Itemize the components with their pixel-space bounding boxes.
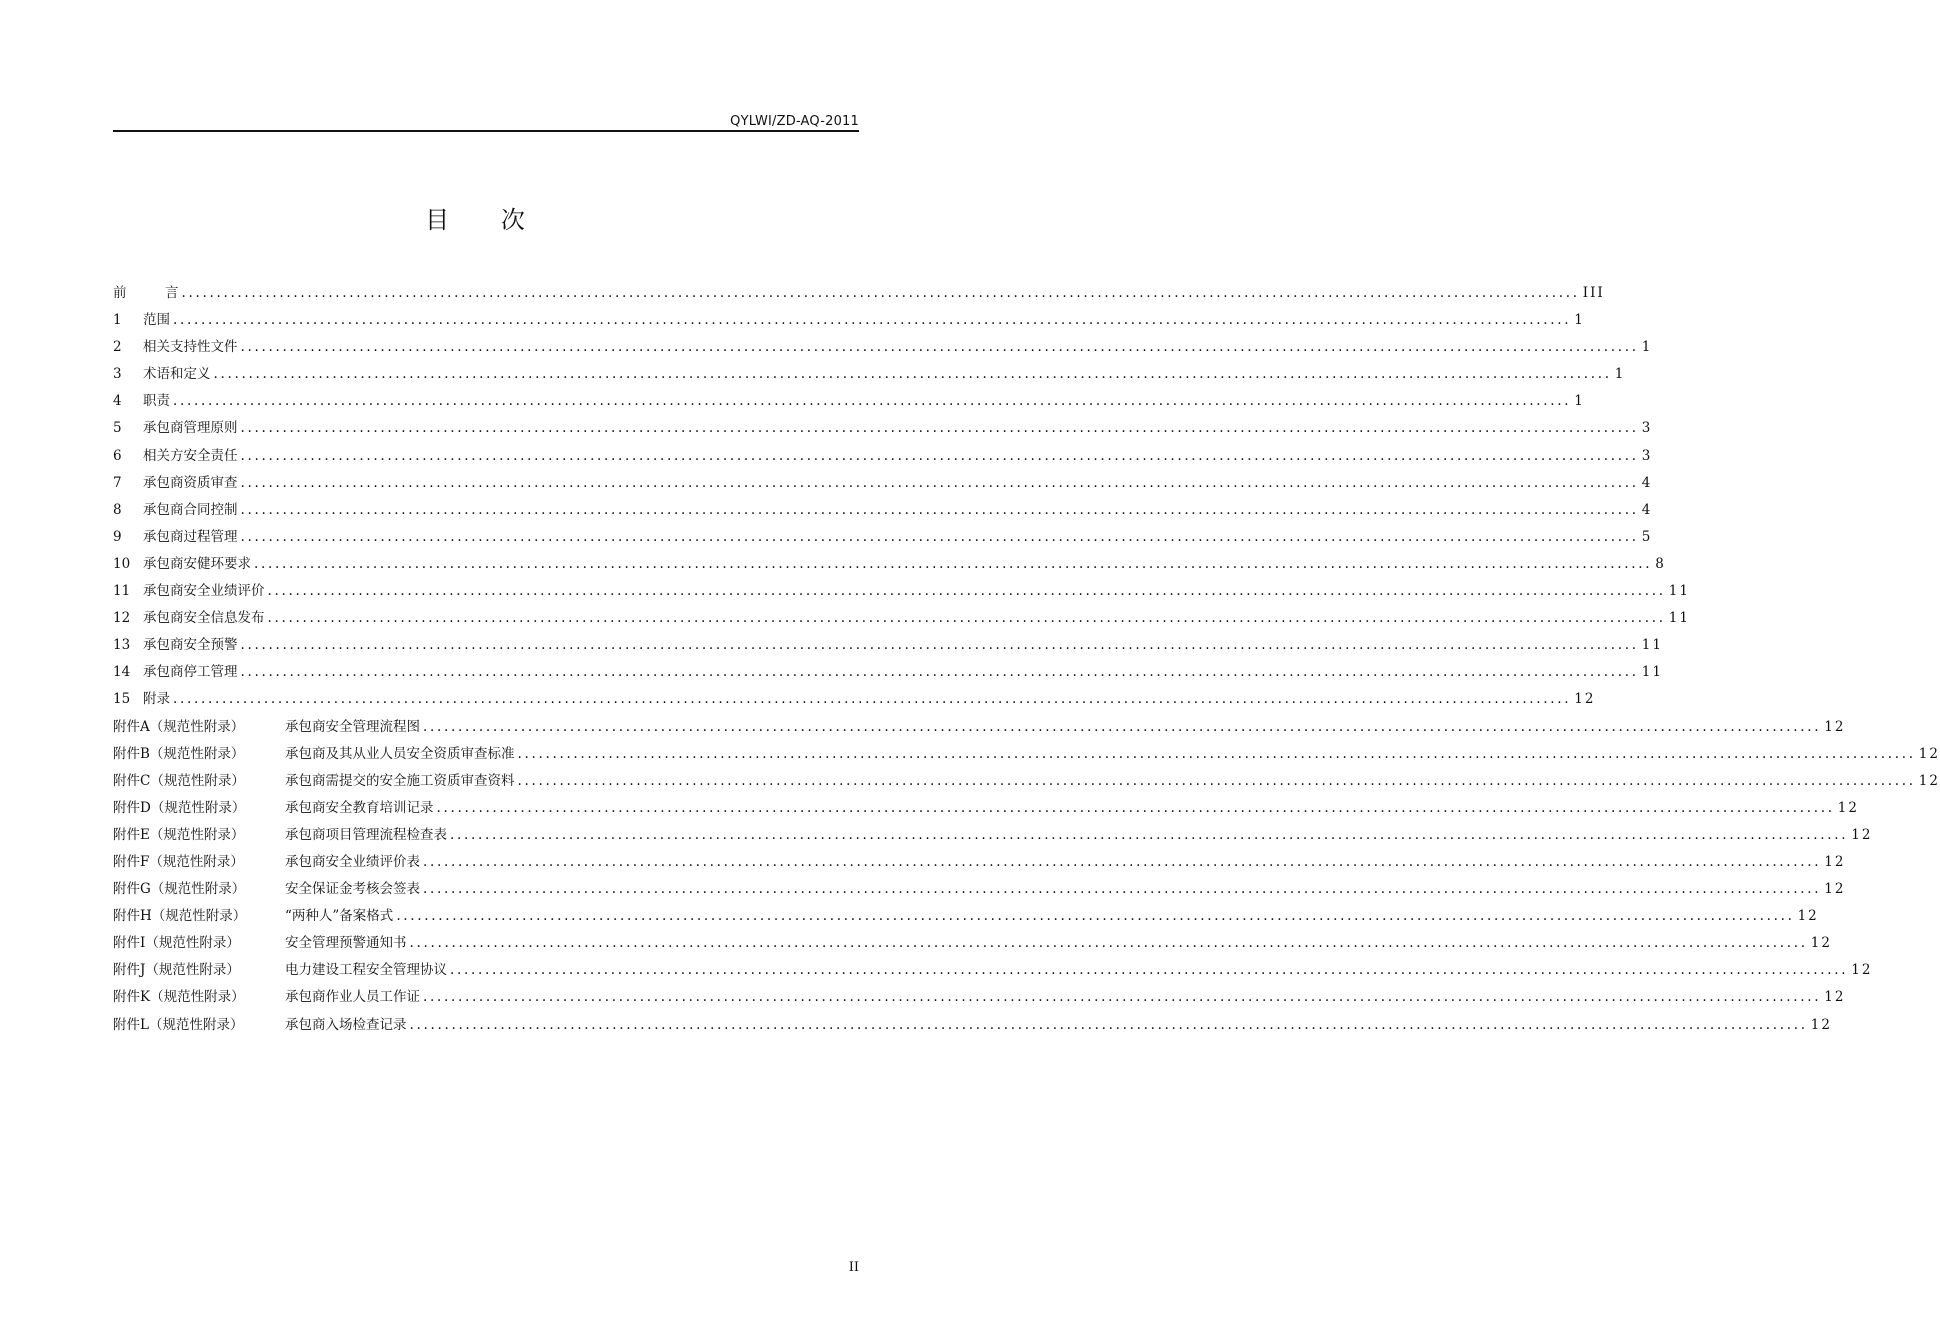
toc-dot-leader: ........................................................................................................................................................................................................	[240, 528, 1639, 545]
toc-entry-title: 承包商需提交的安全施工资质审查资料	[285, 772, 515, 789]
toc-entry-title: 承包商入场检查记录	[285, 1016, 407, 1033]
toc-entry-page: 12	[1824, 853, 1846, 870]
toc-dot-leader: ........................................................................................................................................................................................................	[213, 366, 1612, 383]
toc-entry-page: 1	[1574, 312, 1585, 329]
toc-dot-leader: ........................................................................................................................................................................................................	[450, 826, 1849, 843]
toc-entry-page: 12	[1797, 908, 1819, 925]
toc-annex-entry[interactable]	[113, 960, 1873, 987]
toc-entry[interactable]	[113, 364, 1626, 391]
toc-entry-number: 前	[113, 285, 127, 301]
toc-entry[interactable]	[113, 635, 1663, 662]
toc-entry-number: 12	[113, 610, 131, 627]
toc-annex-entry[interactable]	[113, 852, 1846, 879]
toc-dot-leader: ........................................................................................................................................................................................................	[423, 853, 1822, 870]
toc-entry-page: 12	[1918, 745, 1940, 762]
toc-dot-leader: ........................................................................................................................................................................................................	[173, 691, 1572, 708]
toc-entry-title: 承包商安健环要求	[143, 555, 251, 572]
toc-entry-title: 承包商及其从业人员安全资质审查标准	[285, 745, 515, 762]
toc-entry-number: 9	[113, 528, 122, 545]
toc-dot-leader: ........................................................................................................................................................................................................	[517, 772, 1916, 789]
toc-entry-title: 承包商安全业绩评价	[143, 583, 265, 600]
toc-entry-page: 1	[1641, 339, 1653, 356]
toc-dot-leader: ........................................................................................................................................................................................................	[267, 583, 1666, 600]
toc-title-char-1: 目	[425, 206, 450, 234]
toc-dot-leader: ........................................................................................................................................................................................................	[173, 393, 1572, 410]
toc-annex-entry[interactable]	[113, 744, 1940, 771]
toc-annex-entry[interactable]	[113, 879, 1846, 906]
toc-entry-title: 术语和定义	[143, 366, 211, 383]
toc-annex-entry[interactable]	[113, 825, 1873, 852]
toc-entry-number: 附件L（规范性附录）	[113, 1016, 244, 1033]
toc-dot-leader: ........................................................................................................................................................................................................	[173, 312, 1572, 329]
toc-entry[interactable]	[113, 473, 1653, 500]
toc-entry-title: 职责	[143, 393, 170, 410]
toc-entry-number: 附件H（规范性附录）	[113, 908, 247, 925]
toc-entry-title: 电力建设工程安全管理协议	[285, 962, 447, 979]
page-number: II	[848, 1260, 859, 1275]
toc-entry-page: 11	[1641, 664, 1663, 681]
toc-entry-number: 10	[113, 555, 131, 572]
toc-entry-title: 相关支持性文件	[143, 339, 238, 356]
toc-entry[interactable]	[113, 662, 1663, 689]
toc-entry-page: 3	[1641, 447, 1653, 464]
toc-dot-leader: ........................................................................................................................................................................................................	[240, 664, 1639, 681]
toc-entry-page: 12	[1574, 691, 1596, 708]
toc-entry-number: 11	[113, 583, 131, 600]
toc-entry-title: 承包商安全教育培训记录	[285, 799, 434, 816]
toc-entry-title: 安全保证金考核会签表	[285, 881, 420, 898]
toc-entry[interactable]	[113, 581, 1690, 608]
toc-dot-leader: ........................................................................................................................................................................................................	[240, 637, 1639, 654]
toc-entry-title: 承包商安全信息发布	[143, 610, 265, 627]
toc-entry-title: 承包商项目管理流程检查表	[285, 826, 447, 843]
toc-entry-number: 附件F（规范性附录）	[113, 853, 244, 870]
toc-dot-leader: ........................................................................................................................................................................................................	[240, 420, 1639, 437]
toc-entry-number: 附件G（规范性附录）	[113, 881, 246, 898]
toc-entry-title: 承包商合同控制	[143, 501, 238, 518]
toc-entry-page: 5	[1641, 528, 1653, 545]
toc-entry-title: 承包商管理原则	[143, 420, 238, 437]
toc-dot-leader: ........................................................................................................................................................................................................	[423, 718, 1822, 735]
toc-entry-page: 12	[1824, 881, 1846, 898]
toc-entry-title: 承包商资质审查	[143, 474, 238, 491]
toc-entry-page: 11	[1668, 583, 1690, 600]
toc-entry-title: 承包商停工管理	[143, 664, 238, 681]
toc-entry-title: 承包商安全业绩评价表	[285, 853, 420, 870]
toc-entry-page: 12	[1837, 799, 1859, 816]
document-code: QYLWI/ZD-AQ-2011	[730, 114, 859, 129]
toc-dot-leader: ........................................................................................................................................................................................................	[181, 285, 1580, 301]
toc-entry[interactable]	[113, 418, 1653, 445]
toc-dot-leader: ........................................................................................................................................................................................................	[240, 501, 1639, 518]
toc-entry-page: 12	[1810, 1016, 1832, 1033]
toc-entry-number: 附件E（规范性附录）	[113, 826, 245, 843]
toc-entry[interactable]	[113, 391, 1585, 418]
toc-entry-page: 8	[1655, 555, 1666, 572]
toc-entry-number: 附件C（规范性附录）	[113, 772, 245, 789]
toc-entry-title: 附录	[143, 691, 170, 708]
toc-entry-page: 12	[1810, 935, 1832, 952]
toc-entry-title: 承包商安全管理流程图	[285, 718, 420, 735]
toc-dot-leader: ........................................................................................................................................................................................................	[517, 745, 1916, 762]
toc-entry-page: 1	[1574, 393, 1585, 410]
toc-preface-entry[interactable]	[113, 283, 1605, 310]
toc-dot-leader: ........................................................................................................................................................................................................	[450, 962, 1849, 979]
toc-entry[interactable]	[113, 554, 1666, 581]
toc-annex-entry[interactable]	[113, 717, 1846, 744]
toc-entry-title: 承包商过程管理	[143, 528, 238, 545]
toc-entry[interactable]	[113, 689, 1596, 716]
toc-title-char-2: 次	[500, 206, 525, 234]
toc-entry-title: 承包商作业人员工作证	[285, 989, 420, 1006]
toc-entry-page: 11	[1641, 637, 1663, 654]
toc-entry[interactable]	[113, 608, 1690, 635]
header-rule	[113, 130, 859, 132]
toc-entry-title: 安全管理预警通知书	[285, 935, 407, 952]
toc-dot-leader: ........................................................................................................................................................................................................	[409, 935, 1808, 952]
toc-entry-number: 6	[113, 447, 122, 464]
toc-annex-entry[interactable]	[113, 771, 1940, 798]
toc-entry-number: 3	[113, 366, 122, 383]
toc-entry-page: 11	[1668, 610, 1690, 627]
toc-entry[interactable]	[113, 310, 1585, 337]
toc-entry-title: 承包商安全预警	[143, 637, 238, 654]
toc-entry[interactable]	[113, 446, 1653, 473]
toc-entry-number: 13	[113, 637, 131, 654]
toc-entry-number: 1	[113, 312, 122, 329]
toc-entry[interactable]	[113, 337, 1653, 364]
toc-entry-page: 1	[1614, 366, 1626, 383]
toc-dot-leader: ........................................................................................................................................................................................................	[409, 1016, 1808, 1033]
toc-entry-number: 附件B（规范性附录）	[113, 745, 245, 762]
toc-entry-page: 12	[1851, 962, 1873, 979]
toc-entry[interactable]	[113, 500, 1653, 527]
toc-entry-number: 附件J（规范性附录）	[113, 962, 240, 979]
toc-annex-entry[interactable]	[113, 798, 1859, 825]
toc-entry-page: III	[1582, 285, 1605, 301]
toc-entry-page: 4	[1641, 474, 1653, 491]
toc-entry-number: 附件D（规范性附录）	[113, 799, 246, 816]
toc-dot-leader: ........................................................................................................................................................................................................	[240, 339, 1639, 356]
toc-dot-leader: ........................................................................................................................................................................................................	[436, 799, 1835, 816]
toc-entry-title: 相关方安全责任	[143, 447, 238, 464]
toc-entry-number: 8	[113, 501, 122, 518]
toc-dot-leader: ........................................................................................................................................................................................................	[423, 989, 1822, 1006]
toc-entry-page: 12	[1824, 718, 1846, 735]
toc-dot-leader: ........................................................................................................................................................................................................	[423, 881, 1822, 898]
toc-entry-title: “两种人”备案格式	[285, 908, 394, 925]
table-of-contents	[113, 283, 1940, 1042]
toc-annex-entry[interactable]	[113, 1015, 1832, 1042]
toc-dot-leader: ........................................................................................................................................................................................................	[240, 474, 1639, 491]
toc-entry-page: 12	[1824, 989, 1846, 1006]
toc-entry-page: 3	[1641, 420, 1653, 437]
toc-title	[0, 200, 950, 235]
toc-entry-number: 14	[113, 664, 131, 681]
toc-entry-number: 2	[113, 339, 122, 356]
toc-dot-leader: ........................................................................................................................................................................................................	[396, 908, 1795, 925]
toc-entry-number: 5	[113, 420, 122, 437]
toc-entry[interactable]	[113, 527, 1653, 554]
toc-dot-leader: ........................................................................................................................................................................................................	[267, 610, 1666, 627]
toc-entry-number: 15	[113, 691, 131, 708]
toc-entry-page: 12	[1851, 826, 1873, 843]
toc-entry-number: 附件A（规范性附录）	[113, 718, 245, 735]
toc-annex-entry[interactable]	[113, 933, 1832, 960]
toc-dot-leader: ........................................................................................................................................................................................................	[240, 447, 1639, 464]
toc-entry-page: 4	[1641, 501, 1653, 518]
toc-entry-number: 7	[113, 474, 122, 491]
toc-entry-number: 附件K（规范性附录）	[113, 989, 245, 1006]
toc-entry-title: 言	[165, 285, 179, 301]
toc-annex-entry[interactable]	[113, 906, 1819, 933]
toc-annex-entry[interactable]	[113, 987, 1846, 1014]
toc-dot-leader: ........................................................................................................................................................................................................	[254, 555, 1653, 572]
toc-entry-number: 附件I（规范性附录）	[113, 935, 240, 952]
toc-entry-number: 4	[113, 393, 122, 410]
toc-entry-page: 12	[1918, 772, 1940, 789]
toc-entry-title: 范围	[143, 312, 170, 329]
